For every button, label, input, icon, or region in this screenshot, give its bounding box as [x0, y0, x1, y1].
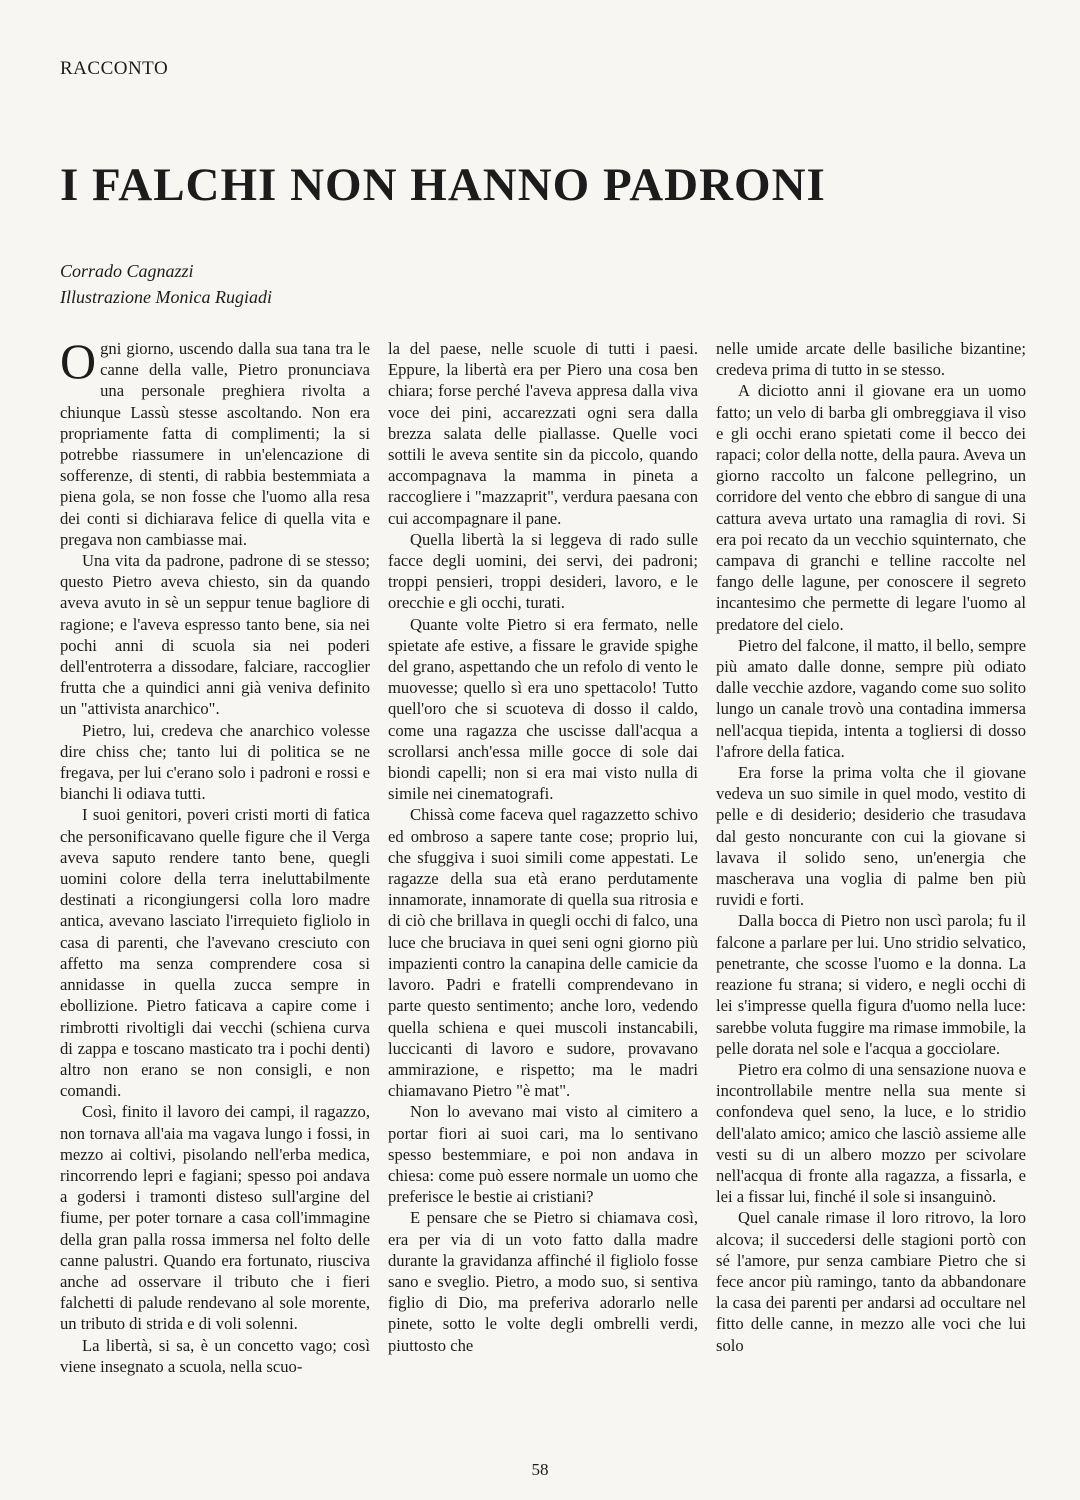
article-body — [60, 338, 1026, 1438]
section-label: RACCONTO — [60, 58, 169, 79]
paragraph: la del paese, nelle scuole di tutti i paesi. Eppure, la libertà era per Piero una cosa ben chiara; forse perché l'aveva appresa dalla viva voce dei pini, accarezzati ogni sera dalla brezza salata delle piallasse. Quelle voci sottili le aveva sentite sin da piccolo, quando accompagnava la mamma in pineta a raccogliere i "mazzaprit", verdura paesana con cui accompagnare il pane. — [388, 339, 698, 528]
paragraph: nelle umide arcate delle basiliche bizantine; credeva prima di tutto in se stesso. — [716, 339, 1026, 380]
author-name: Corrado Cagnazzi — [60, 261, 194, 281]
column-1 — [60, 338, 370, 1438]
paragraph: Chissà come faceva quel ragazzetto schivo ed ombroso a sapere tante cose; proprio lui, che sfuggiva i suoi simili come appestati. Le ragazze della sua età erano perdutamente innamorate, innamorate di quella sua ritrosia e di ciò che brillava in quegli occhi di falco, una luce che bruciava in quei seni ogni giorno più impazienti contro la canapina delle camicie da lavoro. Padri e fratelli comprendevano in parte questo sentimento; anche loro, vedendo quella schiena e quei muscoli instancabili, luccicanti di lavoro e sudore, provavano ammirazione, e rispetto; ma le madri chiamavano Pietro "è mat". — [388, 805, 698, 1101]
paragraph: Una vita da padrone, padrone di se stesso; questo Pietro aveva chiesto, sin da quando aveva avuto in sè un seppur tenue bagliore di ragione; e l'aveva espresso tanto bene, sia nei pochi anni di scuola sia nei poderi dell'entroterra a dissodare, falciare, raccoglier frutta che a quindici anni già veniva definito un "attivista anarchico". — [60, 551, 370, 719]
column-2 — [388, 338, 698, 1438]
paragraph: Pietro, lui, credeva che anarchico volesse dire chiss che; tanto lui di politica se ne fregava, per lui c'erano solo i padroni e rossi e bianchi li odiava tutti. — [60, 720, 370, 804]
page-number: 58 — [531, 1460, 549, 1479]
paragraph: La libertà, si sa, è un concetto vago; così viene insegnato a scuola, nella scuo- — [60, 1335, 370, 1376]
drop-cap: O — [60, 338, 97, 389]
illustrator-credit: Illustrazione Monica Rugiadi — [60, 287, 272, 307]
paragraph: Non lo avevano mai visto al cimitero a portar fiori ai suoi cari, ma lo sentivano spesso bestemmiare, e poi non andava in chiesa: come può essere normale un uomo che preferisce le bestie ai cristiani? — [388, 1102, 698, 1207]
paragraph: Quella libertà la si leggeva di rado sulle facce degli uomini, dei servi, dei padroni; troppi pensieri, troppi desideri, lavoro, e le orecchie e gli occhi, turati. — [388, 529, 698, 613]
paragraph: Quel canale rimase il loro ritrovo, la loro alcova; il succedersi delle stagioni portò con sé l'amore, pur senza cambiare Pietro che si fece ancor più ramingo, tanto da abbandonare la casa dei parenti per andarsi ad occultare nel fitto delle canne, in mezzo alle voci che lui solo — [716, 1208, 1026, 1355]
column-3 — [716, 338, 1026, 1438]
article-title: I FALCHI NON HANNO PADRONI — [60, 159, 826, 211]
paragraph: A diciotto anni il giovane era un uomo fatto; un velo di barba gli ombreggiava il viso e gli occhi erano spietati come il becco dei rapaci; color della notte, della paura. Aveva un giorno raccolto un falcone pellegrino, un corridore del vento che ebbro di sangue di una cattura aveva urtato una ramaglia di rovi. Si era poi recato da un vecchio squinternato, che campava di granchi e telline raccolte nel fango delle lagune, per conoscere il segreto incantesimo che permette di legare l'uomo al predatore del cielo. — [716, 381, 1026, 634]
paragraph: E pensare che se Pietro si chiamava così, era per via di un voto fatto dalla madre durante la gravidanza affinché il figliolo fosse sano e sveglio. Pietro, a modo suo, si sentiva figlio di Dio, ma preferiva adorarlo nelle pinete, sotto le volte degli ombrelli verdi, piuttosto che — [388, 1208, 698, 1355]
paragraph: I suoi genitori, poveri cristi morti di fatica che personificavano quelle figure che il Verga aveva saputo rendere tanto bene, quegli uomini colore della terra ineluttabilmente destinati a ricongiungersi colla loro madre antica, avevano lasciato l'irrequieto figliolo in casa di parenti, che l'avevano cresciuto con affetto ma senza comprendere cosa si annidasse in quella zucca sempre in ebollizione. Pietro faticava a capire come i rimbrotti rivoltigli dai vecchi (schiena curva di zappa e toscano masticato tra i pochi denti) altro non erano se non consigli, e non comandi. — [60, 805, 370, 1101]
paragraph: Era forse la prima volta che il giovane vedeva un suo simile in quel modo, vestito di pelle e di desiderio; desiderio che trasudava dal gesto noncurante con cui la giovane si lavava il solido seno, un'energia che mascherava una voglia di palme ben più ruvidi e forti. — [716, 763, 1026, 910]
article-credits — [60, 258, 272, 310]
paragraph: Quante volte Pietro si era fermato, nelle spietate afe estive, a fissare le gravide spighe del grano, aspettando che un refolo di vento le muovesse; quello sì era uno spettacolo! Tutto quell'oro che si scuoteva di dosso il caldo, come una ragazza che uscisse dall'acqua a scrollarsi anch'essa mille gocce di sole dai biondi capelli; non si era mai visto nulla di simile nei cinematografi. — [388, 614, 698, 804]
paragraph: Così, finito il lavoro dei campi, il ragazzo, non tornava all'aia ma vagava lungo i fossi, in mezzo ai coltivi, pisolando nell'erba medica, rincorrendo lepri e fagiani; spesso poi andava a godersi i tramonti disteso sull'argine del fiume, per poter tornare a casa coll'immagine della gran palla rossa immersa nel folto delle canne palustri. Quando era fortunato, riusciva anche ad osservare il tributo che i fieri falchetti di palude rendevano al sole morente, un tributo di strida e di voli solenni. — [60, 1102, 370, 1334]
paragraph: Pietro era colmo di una sensazione nuova e incontrollabile mentre nella sua mente si confondeva quel seno, la luce, e lo stridio dell'alato amico; amico che lasciò assieme alle vesti su di un albero mozzo per scivolare nell'acqua di fronte alla ragazza, a fissarla, e lei a fissar lui, finché il sole si insanguinò. — [716, 1059, 1026, 1207]
paragraph: Pietro del falcone, il matto, il bello, sempre più amato dalle donne, sempre più odiato dalle vecchie azdore, vagando come suo solito lungo un canale trovò una contadina immersa nell'acqua tiepida, intenta a togliersi di dosso l'afrore della fatica. — [716, 635, 1026, 761]
paragraph: Dalla bocca di Pietro non uscì parola; fu il falcone a parlare per lui. Uno stridio selvatico, penetrante, che scosse l'uomo e la donna. La reazione fu strana; si videro, e negli occhi di lei s'impresse quella figura d'uomo nella luce: sarebbe voluta fuggire ma rimase immobile, la pelle dorata nel sole e l'acqua a gocciolare. — [716, 911, 1026, 1058]
paragraph — [60, 338, 370, 550]
paragraph-text: gni giorno, uscendo dalla sua tana tra le canne della valle, Pietro pronunciava una personale preghiera rivolta a chiunque Lassù stesse ascoltando. Non era propriamente fatta di complimenti; la si potrebbe riassumere in un'elencazione di sofferenze, di stenti, di rabbia bestemmiata a piena gola, se non fosse che l'uomo alla resa dei conti si dichiarava felice di quella vita e pregava non cambiasse mai. — [60, 339, 370, 549]
